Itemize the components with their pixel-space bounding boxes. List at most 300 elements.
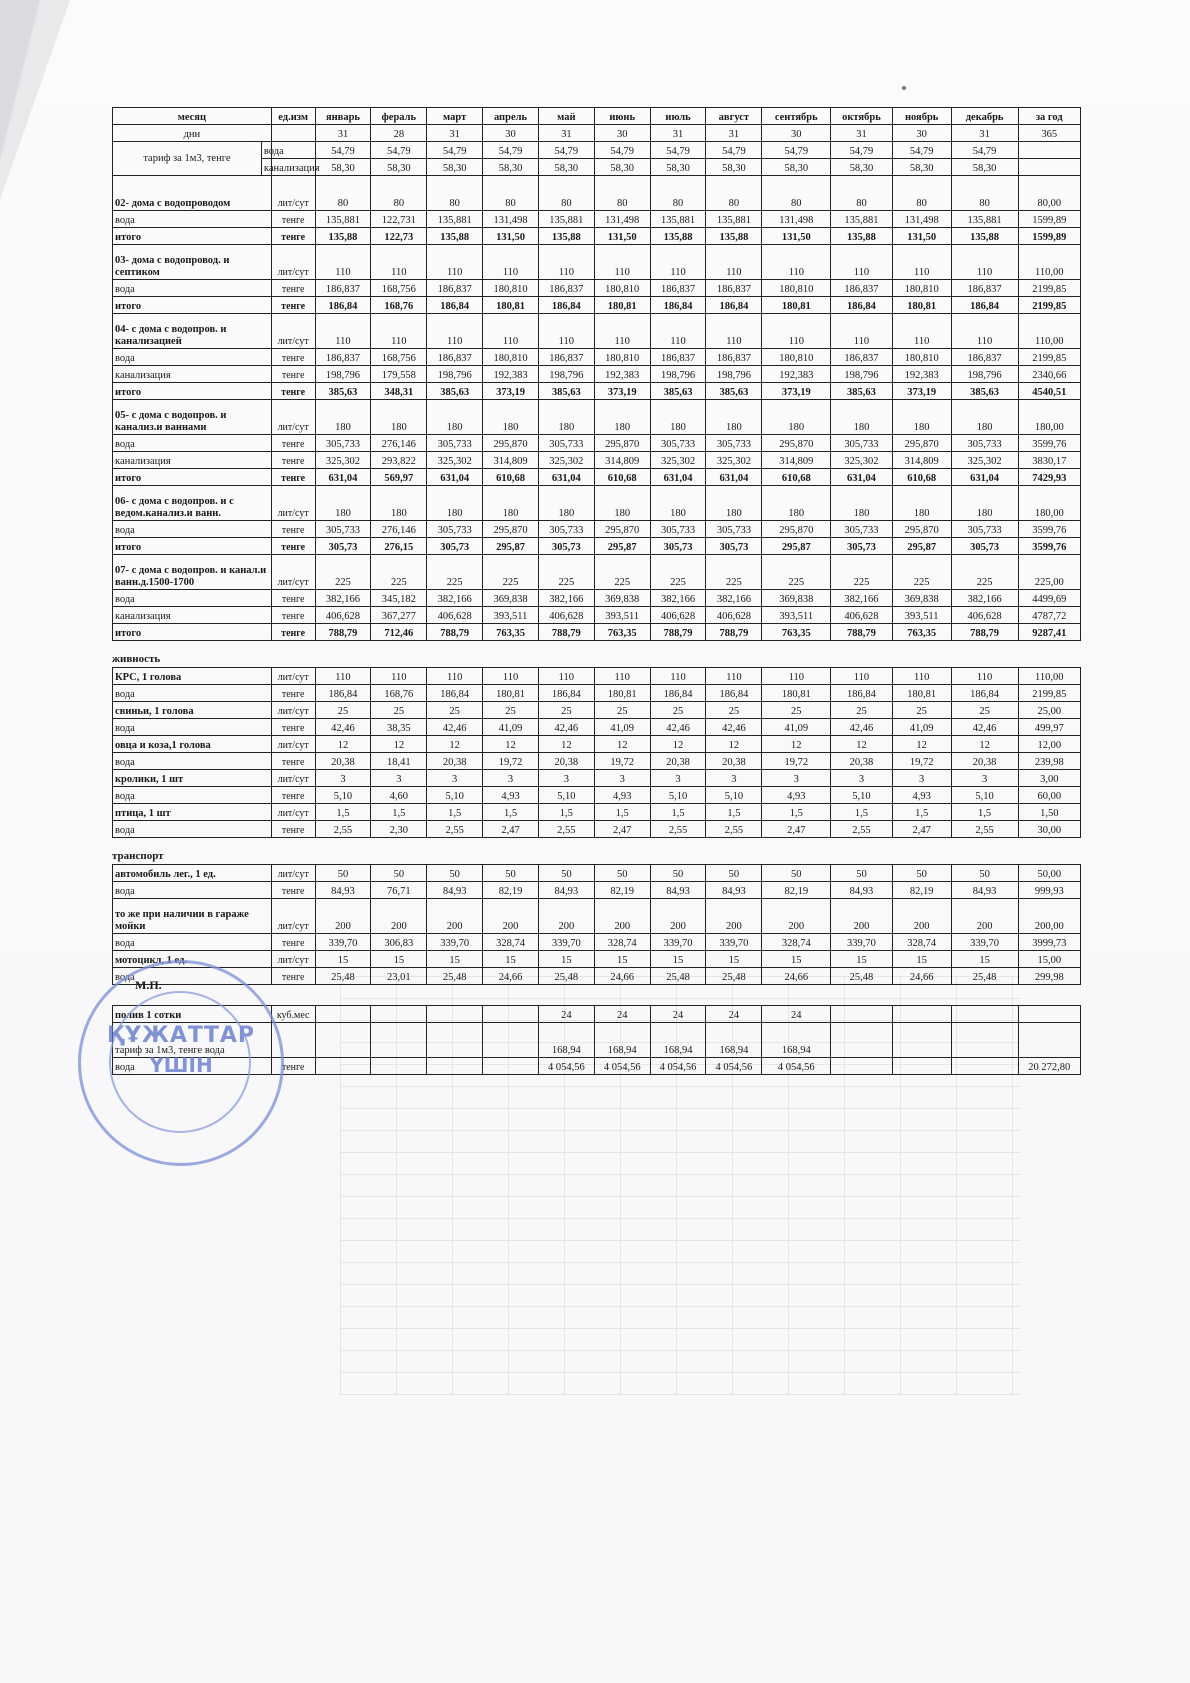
row-label: вода — [113, 1058, 272, 1075]
tariff-row — [113, 142, 1081, 159]
value-cell: 305,73 — [315, 538, 371, 555]
value-cell: 58,30 — [831, 159, 892, 176]
row-label: вода — [113, 787, 272, 804]
value-cell: 58,30 — [650, 159, 706, 176]
value-cell: 84,93 — [315, 882, 371, 899]
value-cell: 42,46 — [315, 719, 371, 736]
value-cell: 12 — [650, 736, 706, 753]
value-cell — [951, 1058, 1018, 1075]
value-cell: 135,88 — [951, 228, 1018, 245]
value-cell: 406,628 — [538, 607, 594, 624]
table-row — [113, 787, 1081, 804]
month-name: фераль — [371, 108, 427, 125]
table-row — [113, 297, 1081, 314]
value-cell: 186,84 — [831, 297, 892, 314]
value-cell: 1,5 — [951, 804, 1018, 821]
table-row — [113, 899, 1081, 934]
value-cell: 180,810 — [892, 280, 951, 297]
value-cell: 58,30 — [892, 159, 951, 176]
value-cell: 225 — [538, 555, 594, 590]
value-cell: 15 — [315, 951, 371, 968]
value-cell: 198,796 — [951, 366, 1018, 383]
value-cell: 305,733 — [706, 521, 762, 538]
value-cell: 180 — [427, 400, 483, 435]
page-curl — [0, 0, 40, 160]
value-cell: 50 — [427, 865, 483, 882]
unit-cell: лит/сут — [271, 899, 315, 934]
value-cell: 135,881 — [951, 211, 1018, 228]
value-cell: 3 — [538, 770, 594, 787]
value-cell: 339,70 — [831, 934, 892, 951]
value-cell: 110 — [371, 314, 427, 349]
value-cell: 788,79 — [951, 624, 1018, 641]
value-cell: 180 — [371, 486, 427, 521]
value-cell: 54,79 — [650, 142, 706, 159]
value-cell: 1,5 — [706, 804, 762, 821]
value-cell: 80 — [762, 176, 831, 211]
value-cell: 180,81 — [594, 685, 650, 702]
value-cell: 192,383 — [892, 366, 951, 383]
value-cell — [951, 1006, 1018, 1023]
value-cell: 314,809 — [762, 452, 831, 469]
value-cell: 24 — [762, 1006, 831, 1023]
month-name: декабрь — [951, 108, 1018, 125]
value-cell: 4 054,56 — [538, 1058, 594, 1075]
tariff-sub-label: вода — [261, 142, 271, 159]
value-cell — [371, 1058, 427, 1075]
value-cell — [831, 1023, 892, 1058]
value-cell: 373,19 — [594, 383, 650, 400]
value-cell: 2,55 — [315, 821, 371, 838]
value-cell: 12 — [371, 736, 427, 753]
value-cell: 610,68 — [483, 469, 539, 486]
value-cell: 168,94 — [706, 1023, 762, 1058]
value-cell: 295,870 — [594, 435, 650, 452]
unit-cell: лит/сут — [271, 865, 315, 882]
value-cell: 200 — [427, 899, 483, 934]
row-label: итого — [113, 469, 272, 486]
value-cell: 200 — [762, 899, 831, 934]
value-cell: 2,47 — [594, 821, 650, 838]
value-cell: 80 — [951, 176, 1018, 211]
value-cell: 295,87 — [594, 538, 650, 555]
value-cell: 4 054,56 — [594, 1058, 650, 1075]
unit-cell: тенге — [271, 624, 315, 641]
value-cell: 406,628 — [831, 607, 892, 624]
value-cell: 50 — [762, 865, 831, 882]
value-cell: 54,79 — [427, 142, 483, 159]
table-row — [113, 366, 1081, 383]
value-cell: 50 — [706, 865, 762, 882]
speck — [902, 86, 906, 90]
value-cell: 180 — [762, 400, 831, 435]
value-cell: 1599,89 — [1018, 211, 1081, 228]
row-label: вода — [113, 934, 272, 951]
value-cell: 1,5 — [371, 804, 427, 821]
value-cell: 180 — [650, 400, 706, 435]
unit-cell: тенге — [271, 685, 315, 702]
unit-cell: тенге — [271, 297, 315, 314]
days-count: 30 — [762, 125, 831, 142]
official-seal — [78, 960, 284, 1166]
value-cell — [831, 1006, 892, 1023]
table-row — [113, 685, 1081, 702]
value-cell: 24,66 — [483, 968, 539, 985]
value-cell: 180 — [315, 400, 371, 435]
header-row — [113, 108, 1081, 125]
row-label: вода — [113, 968, 272, 985]
unit-cell: тенге — [271, 1058, 315, 1075]
seal-text-line2: ҮШІН — [149, 1053, 213, 1077]
value-cell: 225 — [371, 555, 427, 590]
value-cell: 295,870 — [762, 435, 831, 452]
unit-cell: лит/сут — [271, 176, 315, 211]
value-cell: 369,838 — [594, 590, 650, 607]
value-cell: 345,182 — [371, 590, 427, 607]
value-cell: 295,870 — [892, 521, 951, 538]
value-cell: 325,302 — [706, 452, 762, 469]
value-cell: 2,55 — [538, 821, 594, 838]
value-cell: 58,30 — [371, 159, 427, 176]
value-cell: 58,30 — [762, 159, 831, 176]
value-cell: 325,302 — [315, 452, 371, 469]
value-cell: 200 — [483, 899, 539, 934]
value-cell: 131,498 — [762, 211, 831, 228]
value-cell: 1,5 — [594, 804, 650, 821]
row-label: вода — [113, 719, 272, 736]
row-label: 06- с дома с водопров. и с ведом.канализ.и ванн. — [113, 486, 272, 521]
month-name: май — [538, 108, 594, 125]
value-cell: 712,46 — [371, 624, 427, 641]
value-cell: 186,84 — [650, 685, 706, 702]
value-cell: 186,837 — [538, 349, 594, 366]
days-count: 31 — [951, 125, 1018, 142]
value-cell: 367,277 — [371, 607, 427, 624]
value-cell: 200 — [892, 899, 951, 934]
value-cell: 110,00 — [1018, 668, 1081, 685]
value-cell: 168,756 — [371, 280, 427, 297]
value-cell: 20,38 — [538, 753, 594, 770]
value-cell: 110 — [762, 245, 831, 280]
value-cell — [483, 1023, 539, 1058]
seal-place-label: М.П. — [135, 978, 162, 992]
value-cell: 20,38 — [951, 753, 1018, 770]
value-cell: 186,837 — [951, 349, 1018, 366]
value-cell: 1,5 — [538, 804, 594, 821]
value-cell: 373,19 — [762, 383, 831, 400]
value-cell: 25 — [762, 702, 831, 719]
value-cell: 393,511 — [594, 607, 650, 624]
value-cell: 325,302 — [831, 452, 892, 469]
value-cell: 186,84 — [538, 297, 594, 314]
value-cell: 3 — [483, 770, 539, 787]
unit-cell: тенге — [271, 469, 315, 486]
value-cell: 54,79 — [315, 142, 371, 159]
value-cell: 406,628 — [706, 607, 762, 624]
value-cell: 50 — [538, 865, 594, 882]
value-cell: 110 — [892, 314, 951, 349]
value-cell: 299,98 — [1018, 968, 1081, 985]
value-cell: 314,809 — [594, 452, 650, 469]
value-cell: 4787,72 — [1018, 607, 1081, 624]
value-cell: 58,30 — [315, 159, 371, 176]
value-cell: 110 — [538, 245, 594, 280]
value-cell: 325,302 — [650, 452, 706, 469]
value-cell: 180,810 — [594, 280, 650, 297]
value-cell: 4,93 — [594, 787, 650, 804]
value-cell: 186,84 — [706, 297, 762, 314]
value-cell: 225 — [892, 555, 951, 590]
value-cell: 763,35 — [483, 624, 539, 641]
value-cell: 12 — [892, 736, 951, 753]
value-cell: 131,498 — [483, 211, 539, 228]
value-cell: 110 — [427, 245, 483, 280]
value-cell: 610,68 — [762, 469, 831, 486]
value-cell: 325,302 — [951, 452, 1018, 469]
month-name: октябрь — [831, 108, 892, 125]
unit-cell: тенге — [271, 349, 315, 366]
value-cell: 192,383 — [594, 366, 650, 383]
value-cell: 186,837 — [538, 280, 594, 297]
value-cell: 186,84 — [538, 685, 594, 702]
value-cell: 763,35 — [892, 624, 951, 641]
value-cell: 305,733 — [538, 435, 594, 452]
row-label: свиньи, 1 голова — [113, 702, 272, 719]
value-cell: 186,84 — [315, 297, 371, 314]
unit-cell: тенге — [271, 521, 315, 538]
value-cell: 42,46 — [706, 719, 762, 736]
value-cell: 186,84 — [650, 297, 706, 314]
value-cell: 110 — [427, 314, 483, 349]
value-cell: 110 — [706, 668, 762, 685]
value-cell: 180 — [762, 486, 831, 521]
unit-cell: лит/сут — [271, 314, 315, 349]
value-cell: 12 — [427, 736, 483, 753]
value-cell: 110 — [650, 668, 706, 685]
row-label: вода — [113, 753, 272, 770]
value-cell: 339,70 — [706, 934, 762, 951]
value-cell — [892, 1023, 951, 1058]
table-row — [113, 245, 1081, 280]
value-cell: 339,70 — [650, 934, 706, 951]
days-count: 30 — [892, 125, 951, 142]
month-name: за год — [1018, 108, 1081, 125]
value-cell: 198,796 — [650, 366, 706, 383]
value-cell: 2,55 — [650, 821, 706, 838]
value-cell: 42,46 — [951, 719, 1018, 736]
value-cell: 3 — [427, 770, 483, 787]
value-cell — [315, 1058, 371, 1075]
value-cell: 25,48 — [427, 968, 483, 985]
value-cell: 180,81 — [483, 685, 539, 702]
value-cell: 7429,93 — [1018, 469, 1081, 486]
value-cell: 295,870 — [892, 435, 951, 452]
unit-cell: тенге — [271, 934, 315, 951]
row-label: итого — [113, 383, 272, 400]
value-cell: 54,79 — [483, 142, 539, 159]
value-cell: 293,822 — [371, 452, 427, 469]
value-cell: 15 — [650, 951, 706, 968]
value-cell: 25,48 — [315, 968, 371, 985]
value-cell: 2340,66 — [1018, 366, 1081, 383]
value-cell: 406,628 — [315, 607, 371, 624]
value-cell — [1018, 1023, 1081, 1058]
value-cell: 1,5 — [315, 804, 371, 821]
value-cell: 788,79 — [315, 624, 371, 641]
value-cell: 306,83 — [371, 934, 427, 951]
value-cell: 15 — [538, 951, 594, 968]
value-cell: 84,93 — [650, 882, 706, 899]
value-cell: 295,870 — [483, 435, 539, 452]
value-cell: 168,756 — [371, 349, 427, 366]
value-cell: 168,94 — [538, 1023, 594, 1058]
value-cell — [1018, 142, 1081, 159]
value-cell: 135,88 — [427, 228, 483, 245]
unit-cell: тенге — [271, 882, 315, 899]
value-cell: 110 — [315, 245, 371, 280]
unit-cell: тенге — [271, 753, 315, 770]
value-cell: 110 — [538, 314, 594, 349]
value-cell: 305,733 — [650, 435, 706, 452]
value-cell: 186,837 — [951, 280, 1018, 297]
value-cell: 15 — [427, 951, 483, 968]
value-cell: 80 — [706, 176, 762, 211]
table-row — [113, 314, 1081, 349]
table-row — [113, 383, 1081, 400]
value-cell: 180,810 — [762, 280, 831, 297]
value-cell: 60,00 — [1018, 787, 1081, 804]
value-cell: 135,88 — [650, 228, 706, 245]
value-cell: 84,93 — [538, 882, 594, 899]
value-cell: 1,5 — [892, 804, 951, 821]
days-count: 30 — [483, 125, 539, 142]
value-cell: 24,66 — [892, 968, 951, 985]
value-cell: 19,72 — [594, 753, 650, 770]
days-count: 28 — [371, 125, 427, 142]
value-cell: 20,38 — [706, 753, 762, 770]
transport-title: транспорт — [112, 850, 164, 862]
row-label: итого — [113, 228, 272, 245]
value-cell: 382,166 — [951, 590, 1018, 607]
value-cell: 3830,17 — [1018, 452, 1081, 469]
value-cell: 788,79 — [538, 624, 594, 641]
value-cell — [427, 1058, 483, 1075]
row-label: вода — [113, 211, 272, 228]
table-row — [113, 968, 1081, 985]
value-cell: 168,94 — [650, 1023, 706, 1058]
value-cell: 180,810 — [483, 349, 539, 366]
value-cell: 25 — [427, 702, 483, 719]
value-cell: 168,76 — [371, 685, 427, 702]
value-cell: 25,48 — [706, 968, 762, 985]
month-name: январь — [315, 108, 371, 125]
value-cell: 610,68 — [892, 469, 951, 486]
value-cell: 58,30 — [427, 159, 483, 176]
unit-cell: тенге — [271, 538, 315, 555]
value-cell: 3 — [951, 770, 1018, 787]
value-cell: 2,47 — [762, 821, 831, 838]
value-cell: 225 — [706, 555, 762, 590]
value-cell: 295,870 — [483, 521, 539, 538]
value-cell: 180,81 — [483, 297, 539, 314]
value-cell: 84,93 — [831, 882, 892, 899]
value-cell: 382,166 — [427, 590, 483, 607]
value-cell: 186,837 — [831, 349, 892, 366]
value-cell: 4499,69 — [1018, 590, 1081, 607]
value-cell: 631,04 — [706, 469, 762, 486]
value-cell: 373,19 — [483, 383, 539, 400]
row-label: вода — [113, 435, 272, 452]
value-cell: 19,72 — [483, 753, 539, 770]
row-label: птица, 1 шт — [113, 804, 272, 821]
value-cell: 42,46 — [831, 719, 892, 736]
value-cell: 225,00 — [1018, 555, 1081, 590]
value-cell: 58,30 — [706, 159, 762, 176]
value-cell: 131,498 — [594, 211, 650, 228]
value-cell: 5,10 — [538, 787, 594, 804]
unit-cell: лит/сут — [271, 555, 315, 590]
value-cell — [315, 1023, 371, 1058]
tariff-label: тариф за 1м3, тенге — [113, 142, 262, 176]
value-cell: 198,796 — [538, 366, 594, 383]
value-cell: 24 — [706, 1006, 762, 1023]
value-cell: 1,5 — [650, 804, 706, 821]
table-row — [113, 452, 1081, 469]
value-cell: 180,00 — [1018, 486, 1081, 521]
value-cell: 631,04 — [427, 469, 483, 486]
row-label: тариф за 1м3, тенге вода — [113, 1023, 272, 1058]
value-cell: 305,733 — [706, 435, 762, 452]
table-row — [113, 400, 1081, 435]
value-cell: 135,881 — [315, 211, 371, 228]
unit-cell: лит/сут — [271, 486, 315, 521]
table-row — [113, 736, 1081, 753]
table-row — [113, 280, 1081, 297]
unit-cell: тенге — [271, 228, 315, 245]
value-cell: 369,838 — [762, 590, 831, 607]
value-cell: 186,84 — [951, 297, 1018, 314]
value-cell: 25 — [892, 702, 951, 719]
days-count: 31 — [427, 125, 483, 142]
value-cell — [315, 1006, 371, 1023]
value-cell: 20,38 — [427, 753, 483, 770]
month-name: август — [706, 108, 762, 125]
value-cell: 180 — [831, 400, 892, 435]
value-cell: 192,383 — [483, 366, 539, 383]
value-cell: 50 — [892, 865, 951, 882]
value-cell: 305,73 — [706, 538, 762, 555]
value-cell: 305,73 — [951, 538, 1018, 555]
value-cell: 339,70 — [538, 934, 594, 951]
value-cell: 15 — [831, 951, 892, 968]
row-label: вода — [113, 590, 272, 607]
value-cell: 25 — [650, 702, 706, 719]
value-cell: 168,76 — [371, 297, 427, 314]
value-cell: 225 — [315, 555, 371, 590]
value-cell: 4,60 — [371, 787, 427, 804]
value-cell: 328,74 — [892, 934, 951, 951]
table-row — [113, 702, 1081, 719]
value-cell: 5,10 — [427, 787, 483, 804]
value-cell: 131,50 — [594, 228, 650, 245]
value-cell: 19,72 — [762, 753, 831, 770]
value-cell: 135,881 — [538, 211, 594, 228]
value-cell: 200 — [538, 899, 594, 934]
value-cell: 225 — [427, 555, 483, 590]
value-cell: 50 — [594, 865, 650, 882]
row-label: итого — [113, 538, 272, 555]
value-cell: 4,93 — [762, 787, 831, 804]
